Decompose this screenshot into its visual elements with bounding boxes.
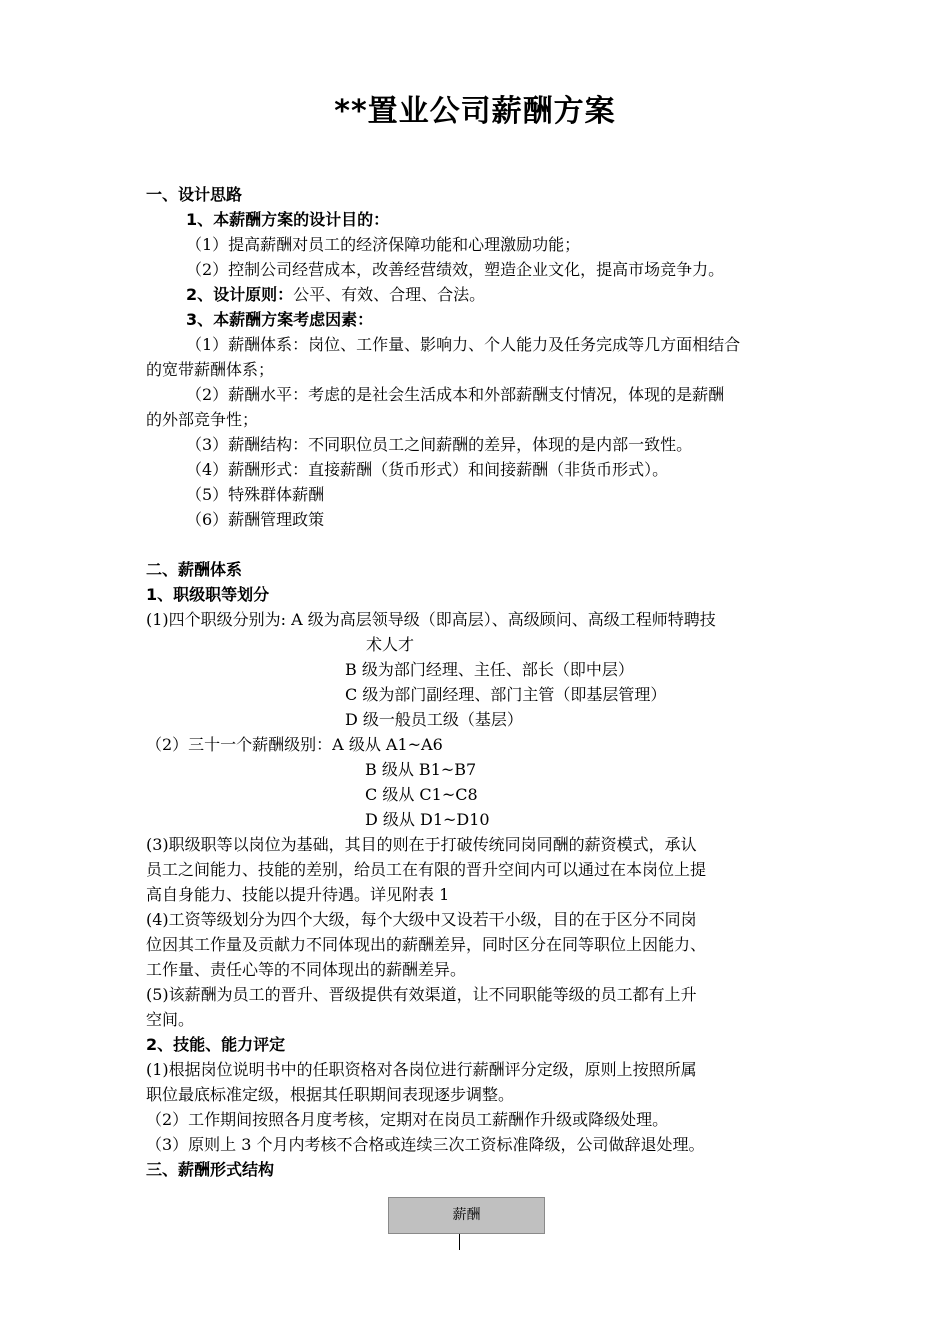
item-3-line-2: 员工之间能力、技能的差别，给员工在有限的晋升空间内可以通过在本岗位上提 bbox=[146, 860, 707, 879]
item-4-line-2: 位因其工作量及贡献力不同体现出的薪酬差异，同时区分在同等职位上因能力、 bbox=[146, 935, 707, 954]
purpose-item-1: （1）提高薪酬对员工的经济保障功能和心理激励功能； bbox=[186, 235, 581, 254]
factor-2-line-1: （2）薪酬水平：考虑的是社会生活成本和外部薪酬支付情况，体现的是薪酬 bbox=[186, 385, 725, 404]
salary-structure-root-box: 薪酬 bbox=[388, 1197, 545, 1234]
pay-grades-line: （2）三十一个薪酬级别：A 级从 A1~A6 bbox=[146, 735, 443, 754]
principle-label: 2、设计原则： bbox=[186, 285, 294, 304]
factor-1-line-2: 的宽带薪酬体系； bbox=[146, 360, 275, 379]
section-2-heading: 二、薪酬体系 bbox=[146, 560, 243, 579]
grade-levels-line-2: 术人才 bbox=[366, 635, 415, 654]
grade-levels-line-1: (1)四个职级分别为: A 级为高层领导级（即高层）、高级顾问、高级工程师特聘技 bbox=[146, 610, 716, 629]
grade-level-c: C 级为部门副经理、部门主管（即基层管理） bbox=[345, 685, 667, 704]
pay-grade-c: C 级从 C1~C8 bbox=[365, 785, 478, 804]
grade-level-b: B 级为部门经理、主任、部长（即中层） bbox=[345, 660, 634, 679]
grade-division-title: 1、职级职等划分 bbox=[146, 585, 270, 604]
eval-item-3: （3）原则上 3 个月内考核不合格或连续三次工资标准降级，公司做辞退处理。 bbox=[146, 1135, 705, 1154]
grade-level-d: D 级一般员工级（基层） bbox=[345, 710, 523, 729]
factor-6: （6）薪酬管理政策 bbox=[186, 510, 325, 529]
factor-2-line-2: 的外部竞争性； bbox=[146, 410, 259, 429]
structure-connector-line bbox=[459, 1234, 460, 1250]
section-3-heading: 三、薪酬形式结构 bbox=[146, 1160, 275, 1179]
pay-grade-d: D 级从 D1~D10 bbox=[365, 810, 490, 829]
eval-item-1-line-1: (1)根据岗位说明书中的任职资格对各岗位进行薪酬评分定级，原则上按照所属 bbox=[146, 1060, 697, 1079]
factor-3: （3）薪酬结构：不同职位员工之间薪酬的差异，体现的是内部一致性。 bbox=[186, 435, 693, 454]
pay-grade-b: B 级从 B1~B7 bbox=[365, 760, 477, 779]
principle-line bbox=[186, 282, 485, 307]
factor-4: （4）薪酬形式：直接薪酬（货币形式）和间接薪酬（非货币形式）。 bbox=[186, 460, 669, 479]
skill-evaluation-title: 2、技能、能力评定 bbox=[146, 1035, 286, 1054]
principle-text: 公平、有效、合理、合法。 bbox=[293, 285, 486, 304]
purpose-item-2: （2）控制公司经营成本，改善经营绩效，塑造企业文化，提高市场竞争力。 bbox=[186, 260, 725, 279]
factors-title: 3、本薪酬方案考虑因素： bbox=[186, 310, 374, 329]
eval-item-2: （2）工作期间按照各月度考核，定期对在岗员工薪酬作升级或降级处理。 bbox=[146, 1110, 669, 1129]
item-5-line-1: (5)该薪酬为员工的晋升、晋级提供有效渠道，让不同职能等级的员工都有上升 bbox=[146, 985, 697, 1004]
section-1-heading: 一、设计思路 bbox=[146, 185, 243, 204]
factor-5: （5）特殊群体薪酬 bbox=[186, 485, 325, 504]
item-4-line-3: 工作量、责任心等的不同体现出的薪酬差异。 bbox=[146, 960, 467, 979]
purpose-title: 1、本薪酬方案的设计目的： bbox=[186, 210, 390, 229]
item-3-line-3: 高自身能力、技能以提升待遇。详见附表 1 bbox=[146, 885, 450, 904]
item-5-line-2: 空间。 bbox=[146, 1010, 195, 1029]
item-3-line-1: (3)职级职等以岗位为基础，其目的则在于打破传统同岗同酬的薪资模式，承认 bbox=[146, 835, 697, 854]
item-4-line-1: (4)工资等级划分为四个大级，每个大级中又设若干小级，目的在于区分不同岗 bbox=[146, 910, 697, 929]
factor-1-line-1: （1）薪酬体系：岗位、工作量、影响力、个人能力及任务完成等几方面相结合 bbox=[186, 335, 741, 354]
eval-item-1-line-2: 职位最底标准定级，根据其任职期间表现逐步调整。 bbox=[146, 1085, 515, 1104]
document-title: **置业公司薪酬方案 bbox=[334, 94, 616, 129]
